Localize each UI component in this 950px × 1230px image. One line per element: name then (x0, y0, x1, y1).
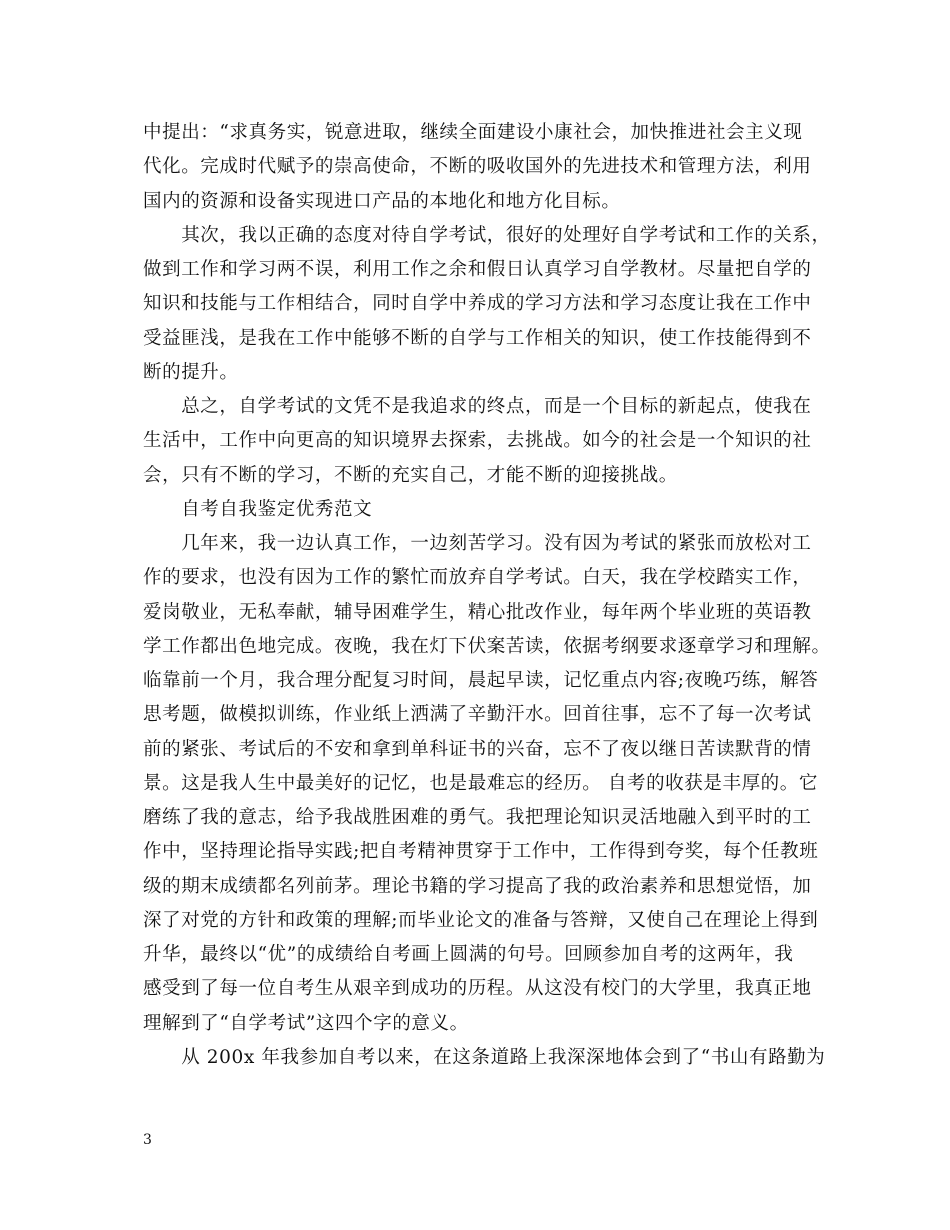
text-line: 临靠前一个月，我合理分配复习时间，晨起早读，记忆重点内容;夜晚巧练，解答 (143, 670, 819, 691)
text-line: 中提出：“求真务实，锐意进取，继续全面建设小康社会，加快推进社会主义现 (143, 122, 803, 143)
section-title: 自考自我鉴定优秀范文 (143, 498, 373, 520)
text-line: 深了对党的方针和政策的理解;而毕业论文的准备与答辩，又使自己在理论上得到 (143, 909, 819, 931)
text-line: 国内的资源和设备实现进口产品的本地化和地方化目标。 (143, 190, 621, 212)
text-line: 作中，坚持理论指导实践;把自考精神贯穿于工作中，工作得到夸奖，每个任教班 (143, 841, 819, 863)
text-line: 生活中，工作中向更高的知识境界去探索，去挑战。如今的社会是一个知识的社 (143, 430, 812, 452)
text-line: 学工作都出色地完成。夜晚，我在灯下伏案苦读，依据考纲要求逐章学习和理解。 (143, 635, 831, 657)
text-line: 总之，自学考试的文凭不是我追求的终点，而是一个目标的新起点，使我在 (143, 396, 812, 417)
text-line: 受益匪浅，是我在工作中能够不断的自学与工作相关的知识，使工作技能得到不 (143, 327, 812, 349)
text-line: 级的期末成绩都名列前茅。理论书籍的学习提高了我的政治素养和思想觉悟，加 (143, 875, 812, 897)
text-line: 升华，最终以“优”的成绩给自考画上圆满的句号。回顾参加自考的这两年，我 (143, 944, 794, 965)
text-line: 理解到了“自学考试”这四个字的意义。 (143, 1012, 469, 1034)
page-number: 3 (143, 1132, 152, 1148)
text-line: 爱岗敬业，无私奉献，辅导困难学生，精心批改作业，每年两个毕业班的英语教 (143, 601, 812, 623)
text-line: 会，只有不断的学习，不断的充实自己，才能不断的迎接挑战。 (143, 464, 678, 486)
text-line: 从 200x 年我参加自考以来，在这条道路上我深深地体会到了“书山有路勤为 (143, 1046, 826, 1068)
body-text (143, 116, 831, 1075)
text-line: 其次，我以正确的态度对待自学考试，很好的处理好自学考试和工作的关系， (143, 224, 831, 246)
text-line: 做到工作和学习两不误，利用工作之余和假日认真学习自学教材。尽量把自学的 (143, 259, 812, 280)
text-line: 代化。完成时代赋予的崇高使命，不断的吸收国外的先进技术和管理方法，利用 (143, 156, 812, 178)
text-line: 断的提升。 (143, 361, 239, 383)
text-line: 景。这是我人生中最美好的记忆，也是最难忘的经历。 自考的收获是丰厚的。它 (143, 772, 818, 794)
text-line: 前的紧张、考试后的不安和拿到单科证书的兴奋，忘不了夜以继日苦读默背的情 (143, 738, 812, 760)
text-line: 感受到了每一位自考生从艰辛到成功的历程。从这没有校门的大学里，我真正地 (143, 978, 812, 1000)
text-line: 磨练了我的意志，给予我战胜困难的勇气。我把理论知识灵活地融入到平时的工 (143, 807, 812, 828)
text-line: 思考题，做模拟训练，作业纸上洒满了辛勤汗水。回首往事，忘不了每一次考试 (143, 704, 812, 726)
text-line: 知识和技能与工作相结合，同时自学中养成的学习方法和学习态度让我在工作中 (143, 293, 812, 315)
text-line: 几年来，我一边认真工作，一边刻苦学习。没有因为考试的紧张而放松对工 (143, 533, 812, 554)
text-line: 作的要求，也没有因为工作的繁忙而放弃自学考试。白天，我在学校踏实工作， (143, 567, 812, 589)
